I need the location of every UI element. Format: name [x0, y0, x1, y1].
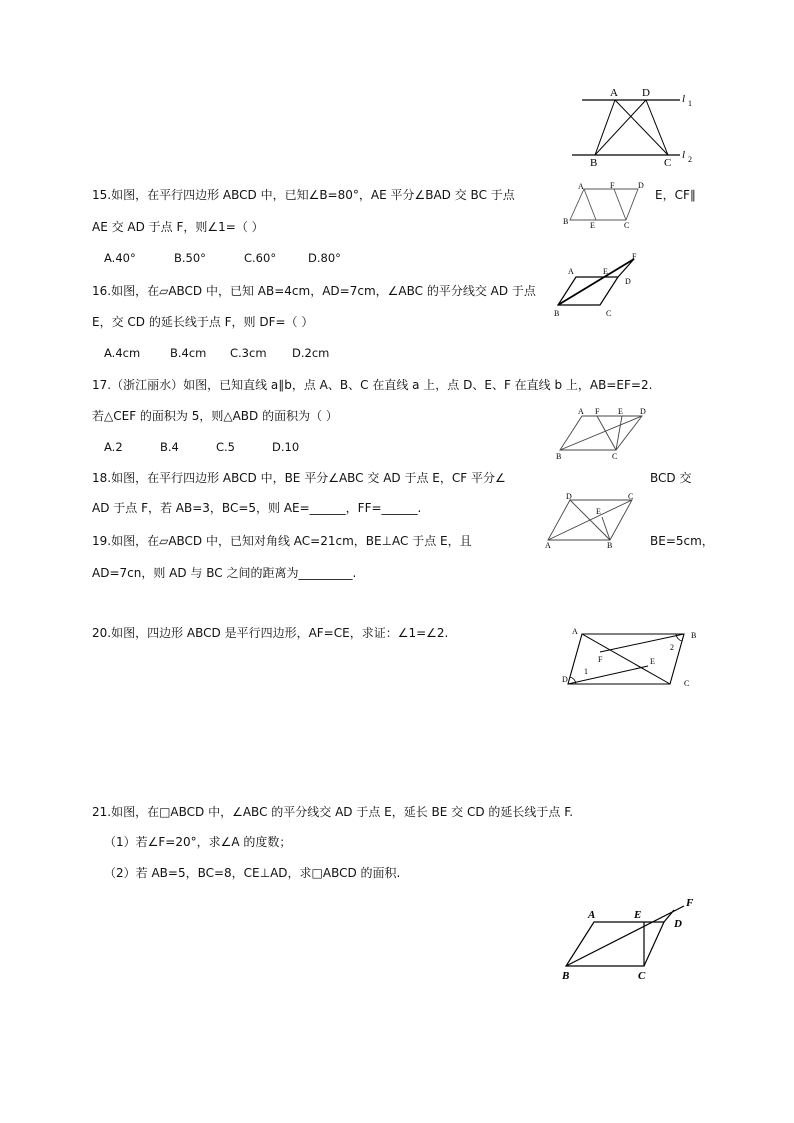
- figure-q16: [548, 250, 648, 320]
- q15-label-B: B: [563, 217, 569, 226]
- q19-line1-tail: BE=5cm，: [650, 534, 714, 548]
- label-l1-sub: 1: [688, 99, 692, 108]
- q20-label-A: A: [572, 627, 578, 636]
- q20-label-B: B: [691, 631, 697, 640]
- q15-option-c: C.60°: [244, 251, 277, 265]
- figure-q17: [552, 402, 652, 462]
- q15-line2: AE 交 AD 于点 F，则∠1=（ ）: [92, 220, 264, 234]
- q21-label-D: D: [674, 918, 682, 930]
- q15-line1-tail: E，CF∥: [655, 188, 696, 202]
- q20-label-1: 1: [584, 667, 588, 676]
- q15-option-d: D.80°: [308, 251, 341, 265]
- q18-line1: 18.如图，在平行四边形 ABCD 中，BE 平分∠ABC 交 AD 于点 E，CF 平分∠: [92, 471, 506, 485]
- label-A: A: [610, 87, 618, 99]
- q16-option-b: B.4cm: [170, 346, 207, 360]
- label-l1: l: [682, 93, 686, 105]
- figure-q19: [544, 490, 644, 550]
- label-l2: l: [682, 149, 686, 161]
- q21-label-A: A: [588, 909, 596, 921]
- q17-option-d: D.10: [272, 440, 300, 454]
- q16-line1: 16.如图，在▱ABCD 中，已知 AB=4cm，AD=7cm，∠ABC 的平分线交 AD 于点: [92, 284, 536, 298]
- figure-q15: [558, 180, 650, 232]
- q20-label-C: C: [684, 679, 690, 688]
- q15-label-C: C: [624, 221, 630, 230]
- figure-q21: [556, 892, 706, 984]
- q21-sub1: （1）若∠F=20°，求∠A 的度数；: [104, 835, 292, 849]
- q17-line1: 17.（浙江丽水）如图，已知直线 a∥b，点 A、B、C 在直线 a 上，点 D、E、F 在直线 b 上，AB=EF=2.: [92, 378, 653, 392]
- q16-option-d: D.2cm: [292, 346, 330, 360]
- q20-label-E: E: [650, 657, 655, 666]
- q16-label-F: F: [632, 252, 637, 261]
- q15-line1: 15.如图，在平行四边形 ABCD 中，已知∠B=80°，AE 平分∠BAD 交 BC 于点: [92, 188, 515, 202]
- q15-option-a: A.40°: [104, 251, 136, 265]
- q21-label-E: E: [634, 909, 642, 921]
- q16-line2: E，交 CD 的延长线于点 F，则 DF=（ ）: [92, 315, 314, 329]
- q17-option-c: C.5: [216, 440, 236, 454]
- q17-label-C: C: [612, 452, 618, 461]
- q15-option-b: B.50°: [174, 251, 206, 265]
- q15-label-F: F: [610, 181, 615, 190]
- q19-label-E: E: [596, 507, 601, 516]
- q19-line2: AD=7cn，则 AD 与 BC 之间的距离为_________.: [92, 566, 357, 580]
- q17-line2: 若△CEF 的面积为 5，则△ABD 的面积为（ ）: [92, 409, 338, 423]
- q21-sub2: （2）若 AB=5，BC=8，CE⊥AD，求□ABCD 的面积.: [104, 866, 401, 880]
- q16-option-c: C.3cm: [230, 346, 267, 360]
- q20-label-F: F: [598, 655, 603, 664]
- q21-label-B: B: [562, 970, 570, 982]
- q15-label-A: A: [578, 182, 584, 191]
- figure-q20: [564, 626, 704, 690]
- q19-label-B: B: [607, 541, 613, 550]
- q17-label-B: B: [556, 452, 562, 461]
- q15-label-D: D: [638, 181, 644, 190]
- q16-label-A: A: [568, 267, 574, 276]
- q19-label-D: D: [566, 492, 572, 501]
- q21-label-C: C: [638, 970, 646, 982]
- q16-label-C: C: [606, 309, 612, 318]
- q16-option-a: A.4cm: [104, 346, 141, 360]
- label-C: C: [664, 157, 672, 169]
- figure-parallel-lines: [560, 80, 700, 170]
- q20-line1: 20.如图，四边形 ABCD 是平行四边形，AF=CE，求证：∠1=∠2.: [92, 626, 449, 640]
- q17-label-A: A: [578, 407, 584, 416]
- label-l2-sub: 2: [688, 155, 692, 164]
- q18-line1-tail: BCD 交: [650, 471, 692, 485]
- label-D: D: [642, 87, 650, 99]
- q21-label-F: F: [686, 897, 694, 909]
- q17-label-F: F: [595, 407, 600, 416]
- q17-label-E: E: [618, 407, 623, 416]
- q20-label-D: D: [562, 675, 568, 684]
- q19-label-C: C: [628, 492, 634, 501]
- q19-label-A: A: [545, 541, 551, 550]
- q18-line2: AD 于点 F，若 AB=3，BC=5，则 AE=______，FF=______.: [92, 501, 422, 515]
- q20-label-2: 2: [670, 643, 674, 652]
- q16-label-E: E: [603, 267, 608, 276]
- q16-label-D: D: [625, 277, 631, 286]
- label-B: B: [590, 157, 598, 169]
- q17-option-a: A.2: [104, 440, 123, 454]
- q19-line1: 19.如图，在▱ABCD 中，已知对角线 AC=21cm，BE⊥AC 于点 E，且: [92, 534, 472, 548]
- q21-line1: 21.如图，在□ABCD 中，∠ABC 的平分线交 AD 于点 E，延长 BE 交 CD 的延长线于点 F.: [92, 805, 574, 819]
- q17-option-b: B.4: [160, 440, 179, 454]
- q15-label-E: E: [590, 221, 595, 230]
- q17-label-D: D: [640, 407, 646, 416]
- q16-label-B: B: [554, 309, 560, 318]
